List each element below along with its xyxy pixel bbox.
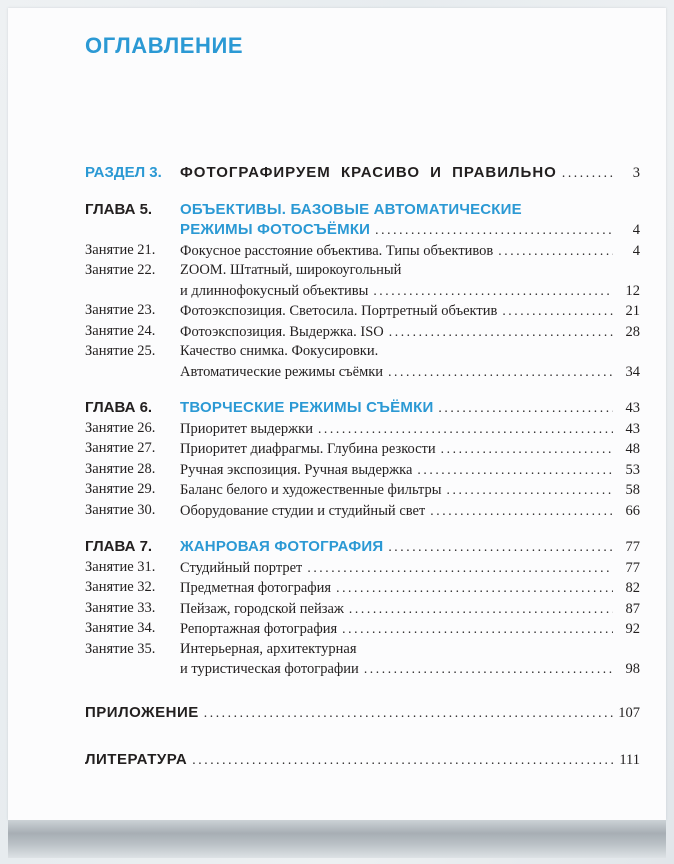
backmatter-row-2-line <box>85 750 640 771</box>
toc-entry-24-label: Занятие 24. <box>85 322 156 339</box>
toc-chapter-5-line <box>180 220 640 241</box>
toc-entry-23-body <box>180 301 640 322</box>
toc-entry-25 <box>85 342 640 382</box>
toc-entry-21-body <box>180 241 640 262</box>
toc-chapter-7-text: ЖАНРОВАЯ ФОТОГРАФИЯ <box>180 538 384 555</box>
toc-section-label: РАЗДЕЛ 3. <box>85 164 162 181</box>
toc-entry-22-line <box>180 261 640 281</box>
toc-entry-29-text: Баланс белого и художественные фильтры <box>180 482 442 498</box>
dot-leader <box>417 460 613 480</box>
toc-entry-21-line <box>180 241 640 262</box>
toc-entry-26-line <box>180 419 640 440</box>
toc-entry-30-text: Оборудование студии и студийный свет <box>180 502 426 519</box>
toc-entry-21-text: Фокусное расстояние объектива. Типы объективов <box>180 242 494 259</box>
toc-entry-30-body <box>180 501 640 522</box>
toc-entry-26-page-number: 43 <box>625 420 640 437</box>
toc-entry-25-line <box>180 362 640 383</box>
toc-entry-29-page-number: 58 <box>625 482 640 498</box>
toc-entry-33 <box>85 599 640 620</box>
toc-section-text: ФОТОГРАФИРУЕМ КРАСИВО И ПРАВИЛЬНО <box>180 164 557 181</box>
toc-chapter-6-label: ГЛАВА 6. <box>85 399 153 416</box>
toc-entry-24-page-number: 28 <box>625 323 640 340</box>
toc-chapter-7-page-number: 77 <box>625 539 640 555</box>
toc-entry-22-text: ZOOM. Штатный, широкоугольный <box>180 262 402 278</box>
toc-entry-28-body <box>180 460 640 481</box>
toc-entry-35-line <box>180 659 640 680</box>
dot-leader <box>502 301 613 321</box>
toc-entry-28-label: Занятие 28. <box>85 460 156 477</box>
toc-entry-30-page-number: 66 <box>625 502 640 519</box>
toc-entry-35-text: Интерьерная, архитектурная <box>180 640 357 657</box>
backmatter-row-1-page-number: 107 <box>618 704 640 721</box>
toc-entry-31 <box>85 558 640 579</box>
toc-entry-32-body <box>180 578 640 599</box>
toc-entry-22-body <box>180 261 640 301</box>
toc-entry-33-label: Занятие 33. <box>85 599 156 616</box>
toc-entry-26-body <box>180 419 640 440</box>
toc-entry-23-text: Фотоэкспозиция. Светосила. Портретный объектив <box>180 303 498 319</box>
dot-leader <box>375 220 613 240</box>
toc-entry-34-label: Занятие 34. <box>85 620 156 636</box>
dot-leader <box>447 480 613 500</box>
toc-entry-30-label: Занятие 30. <box>85 501 156 518</box>
dot-leader <box>562 163 613 183</box>
toc-entry-35-page-number: 98 <box>625 661 640 677</box>
toc-entry-33-page-number: 87 <box>625 600 640 617</box>
backmatter-row-1-text: ПРИЛОЖЕНИЕ <box>85 703 199 721</box>
toc-entry-23-page-number: 21 <box>625 303 640 319</box>
backmatter-row-2 <box>85 750 640 771</box>
toc-entry-35-label: Занятие 35. <box>85 640 156 657</box>
toc-entry-25-text: Качество снимка. Фокусировки. <box>180 343 379 359</box>
toc-entry-21-page-number: 4 <box>632 242 640 259</box>
toc-entry-32-page-number: 82 <box>625 580 640 596</box>
dot-leader <box>336 578 613 598</box>
toc-entry-26-label: Занятие 26. <box>85 419 156 436</box>
dot-leader <box>307 558 613 578</box>
toc-entry-21-label: Занятие 21. <box>85 241 156 258</box>
backmatter-row-2-body <box>85 750 640 771</box>
toc-entry-35-line <box>180 640 640 660</box>
dot-leader <box>342 619 613 639</box>
toc-entry-29-line <box>180 480 640 501</box>
toc-chapter-5-body <box>180 200 640 241</box>
toc-entry-27-page-number: 48 <box>625 441 640 457</box>
dot-leader <box>441 439 613 459</box>
toc-entry-33-text: Пейзаж, городской пейзаж <box>180 600 344 617</box>
toc-chapter-7-body <box>180 537 640 558</box>
dot-leader <box>438 398 613 418</box>
toc-entry-31-page-number: 77 <box>625 559 640 576</box>
toc-entry-24-line <box>180 322 640 343</box>
dot-leader <box>389 322 613 342</box>
toc-chapter-5 <box>85 200 640 241</box>
toc-chapter-6 <box>85 398 640 419</box>
book-page <box>8 8 666 820</box>
dot-leader <box>388 362 613 382</box>
toc-entry-34-line <box>180 619 640 640</box>
toc-entry-33-line <box>180 599 640 620</box>
toc-entry-31-body <box>180 558 640 579</box>
toc-entry-24-text: Фотоэкспозиция. Выдержка. ISO <box>180 323 384 340</box>
backmatter-row-1-body <box>85 703 640 724</box>
toc-entry-23 <box>85 301 640 322</box>
toc-chapter-7 <box>85 537 640 558</box>
toc-entry-31-label: Занятие 31. <box>85 558 156 575</box>
toc-entry-25-label: Занятие 25. <box>85 343 156 359</box>
toc-entry-29-label: Занятие 29. <box>85 481 156 497</box>
toc-list <box>85 163 640 771</box>
toc-entry-27-line <box>180 439 640 460</box>
toc-entry-34-page-number: 92 <box>625 621 640 637</box>
toc-section-page-number: 3 <box>632 165 640 181</box>
toc-entry-22-label: Занятие 22. <box>85 262 156 278</box>
toc-entry-34-body <box>180 619 640 640</box>
toc-entry-28-text: Ручная экспозиция. Ручная выдержка <box>180 461 413 478</box>
toc-chapter-6-text: ТВОРЧЕСКИЕ РЕЖИМЫ СЪЁМКИ <box>180 399 434 416</box>
dot-leader <box>364 659 613 679</box>
toc-entry-25-page-number: 34 <box>625 363 640 380</box>
toc-chapter-6-body <box>180 398 640 419</box>
dot-leader <box>388 537 613 557</box>
toc-entry-28-page-number: 53 <box>625 461 640 478</box>
toc-entry-22 <box>85 261 640 301</box>
toc-section-body <box>180 163 640 184</box>
toc-entry-27 <box>85 439 640 460</box>
toc-entry-32-text: Предметная фотография <box>180 580 332 596</box>
toc-entry-24 <box>85 322 640 343</box>
toc-entry-23-line <box>180 301 640 322</box>
toc-entry-21 <box>85 241 640 262</box>
toc-entry-27-text: Приоритет диафрагмы. Глубина резкости <box>180 441 436 457</box>
page-title: ОГЛАВЛЕНИЕ <box>85 33 244 58</box>
toc-chapter-6-line <box>180 398 640 419</box>
dot-leader <box>318 419 613 439</box>
toc-entry-22-line <box>180 281 640 302</box>
toc-chapter-6-page-number: 43 <box>625 400 640 416</box>
toc-entry-32-line <box>180 578 640 599</box>
toc-entry-35-text: и туристическая фотографии <box>180 661 359 677</box>
toc-entry-34-text: Репортажная фотография <box>180 621 338 637</box>
dot-leader <box>192 750 613 770</box>
dot-leader <box>349 599 613 619</box>
page-edge-shadow <box>8 820 666 858</box>
toc-entry-32-label: Занятие 32. <box>85 579 156 595</box>
toc-entry-23-label: Занятие 23. <box>85 302 156 318</box>
toc-entry-22-text: и длиннофокусный объективы <box>180 282 369 299</box>
toc-entry-29 <box>85 480 640 501</box>
toc-entry-27-body <box>180 439 640 460</box>
toc-entry-34 <box>85 619 640 640</box>
backmatter-row-2-page-number: 111 <box>619 752 640 768</box>
backmatter-row-2-text: ЛИТЕРАТУРА <box>85 751 188 768</box>
toc-entry-29-body <box>180 480 640 501</box>
toc-entry-35 <box>85 640 640 680</box>
toc-entry-25-line <box>180 342 640 362</box>
toc-section-line <box>180 163 640 184</box>
toc-chapter-5-line <box>180 200 640 221</box>
toc-chapter-5-label: ГЛАВА 5. <box>85 200 153 218</box>
toc-entry-31-text: Студийный портрет <box>180 559 303 576</box>
toc-entry-26-text: Приоритет выдержки <box>180 420 313 437</box>
toc-entry-30-line <box>180 501 640 522</box>
toc-entry-28-line <box>180 460 640 481</box>
toc-chapter-5-text: РЕЖИМЫ ФОТОСЪЁМКИ <box>180 221 371 238</box>
toc-entry-32 <box>85 578 640 599</box>
dot-leader <box>430 501 613 521</box>
toc-entry-28 <box>85 460 640 481</box>
backmatter-row-1-line <box>85 703 640 724</box>
dot-leader <box>204 703 613 723</box>
toc-section <box>85 163 640 184</box>
toc-entry-26 <box>85 419 640 440</box>
backmatter-row-1 <box>85 703 640 724</box>
toc-entry-22-page-number: 12 <box>625 282 640 299</box>
toc-entry-31-line <box>180 558 640 579</box>
toc-chapter-5-text: ОБЪЕКТИВЫ. БАЗОВЫЕ АВТОМАТИЧЕСКИЕ <box>180 200 522 218</box>
dot-leader <box>373 281 613 301</box>
toc-chapter-7-line <box>180 537 640 558</box>
toc-entry-35-body <box>180 640 640 680</box>
dot-leader <box>498 241 613 261</box>
toc-entry-33-body <box>180 599 640 620</box>
toc-chapter-5-page-number: 4 <box>632 222 640 238</box>
toc-entry-27-label: Занятие 27. <box>85 440 156 456</box>
toc-entry-30 <box>85 501 640 522</box>
toc-entry-24-body <box>180 322 640 343</box>
toc-chapter-7-label: ГЛАВА 7. <box>85 538 153 555</box>
toc-entry-25-body <box>180 342 640 382</box>
toc-entry-25-text: Автоматические режимы съёмки <box>180 363 384 380</box>
